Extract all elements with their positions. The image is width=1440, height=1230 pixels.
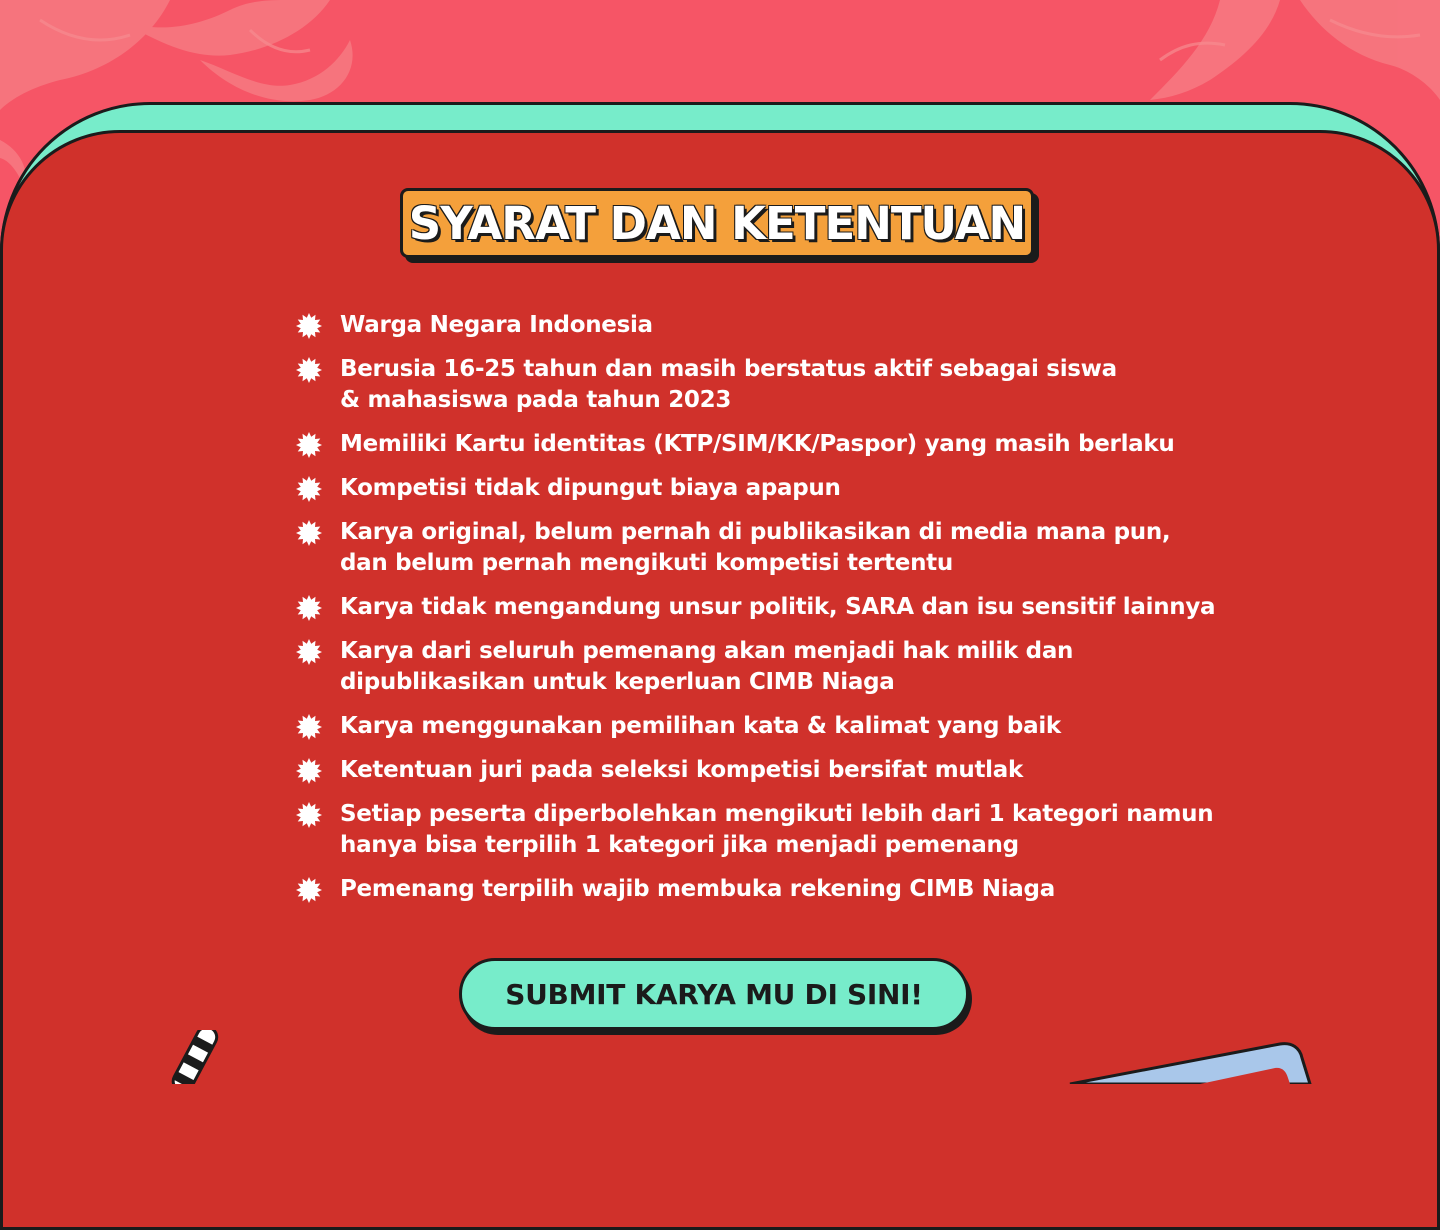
term-item xyxy=(296,592,1216,623)
term-text: Karya tidak mengandung unsur politik, SARA dan isu sensitif lainnya xyxy=(340,594,1216,620)
starburst-icon xyxy=(296,520,322,546)
starburst-icon xyxy=(296,714,322,740)
term-text: Setiap peserta diperbolehkan mengikuti lebih dari 1 kategori namun xyxy=(340,801,1214,827)
starburst-icon xyxy=(296,877,322,903)
term-text: hanya bisa terpilih 1 kategori jika menjadi pemenang xyxy=(340,832,1019,858)
term-item xyxy=(296,711,1196,742)
starburst-icon xyxy=(296,313,322,339)
starburst-icon xyxy=(296,357,322,383)
card-decoration xyxy=(1060,1038,1320,1084)
term-text: Ketentuan juri pada seleksi kompetisi bersifat mutlak xyxy=(340,757,1023,783)
submit-button[interactable] xyxy=(459,958,969,1030)
starburst-icon xyxy=(296,432,322,458)
term-text: Memiliki Kartu identitas (KTP/SIM/KK/Paspor) yang masih berlaku xyxy=(340,431,1175,457)
title-badge xyxy=(400,188,1034,258)
term-item xyxy=(296,517,1196,579)
term-text: Karya menggunakan pemilihan kata & kalimat yang baik xyxy=(340,713,1061,739)
terms-list xyxy=(296,310,1216,918)
starburst-icon xyxy=(296,802,322,828)
starburst-icon xyxy=(296,758,322,784)
striped-pole-decoration xyxy=(160,1030,230,1084)
term-text: Warga Negara Indonesia xyxy=(340,312,653,338)
term-item xyxy=(296,354,1196,416)
term-text: Berusia 16-25 tahun dan masih berstatus aktif sebagai siswa xyxy=(340,356,1117,382)
term-text: Pemenang terpilih wajib membuka rekening CIMB Niaga xyxy=(340,876,1055,902)
starburst-icon xyxy=(296,476,322,502)
starburst-icon xyxy=(296,595,322,621)
submit-button-label: SUBMIT KARYA MU DI SINI! xyxy=(505,977,923,1011)
term-text: Karya original, belum pernah di publikasikan di media mana pun, xyxy=(340,519,1171,545)
term-text: & mahasiswa pada tahun 2023 xyxy=(340,387,732,413)
term-item xyxy=(296,429,1196,460)
term-text: Karya dari seluruh pemenang akan menjadi hak milik dan xyxy=(340,638,1074,664)
term-item xyxy=(296,755,1196,786)
term-item xyxy=(296,473,1196,504)
term-item xyxy=(296,799,1214,861)
term-text: Kompetisi tidak dipungut biaya apapun xyxy=(340,475,841,501)
page-title: SYARAT DAN KETENTUAN xyxy=(408,196,1026,250)
term-text: dipublikasikan untuk keperluan CIMB Niaga xyxy=(340,669,895,695)
starburst-icon xyxy=(296,639,322,665)
term-item xyxy=(296,874,1196,905)
term-item xyxy=(296,310,1196,341)
term-item xyxy=(296,636,1196,698)
term-text: dan belum pernah mengikuti kompetisi tertentu xyxy=(340,550,953,576)
